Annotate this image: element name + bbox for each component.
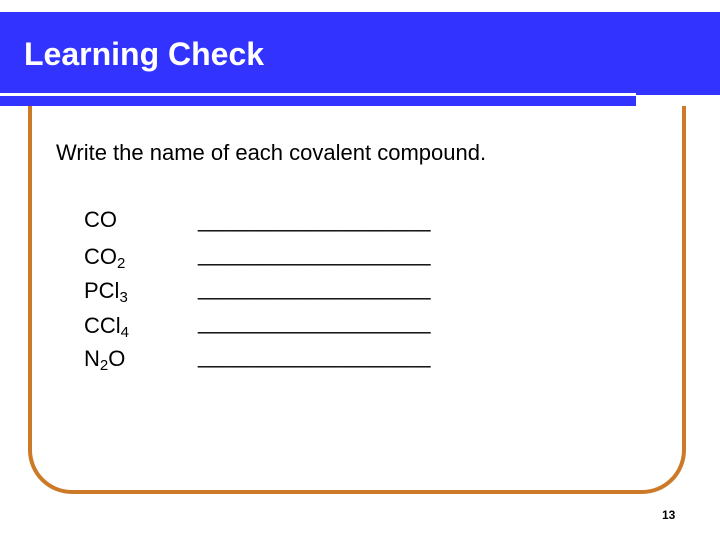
compound-formula: $N_2O$ bbox=[84, 346, 126, 374]
answer-blank[interactable]: ___________________ bbox=[198, 309, 431, 334]
header-notch bbox=[636, 95, 720, 106]
answer-blank[interactable]: ___________________ bbox=[198, 241, 431, 266]
compound-formula: CO bbox=[84, 207, 117, 232]
compound-formula: PCl$_3$ bbox=[84, 278, 128, 306]
answer-blank[interactable]: ___________________ bbox=[198, 343, 431, 368]
compound-formula: $CO_2$ bbox=[84, 244, 126, 272]
slide-title: Learning Check bbox=[24, 36, 265, 72]
answer-blank[interactable]: ___________________ bbox=[198, 207, 431, 232]
page-number: 13 bbox=[662, 508, 676, 522]
instruction-text: Write the name of each covalent compound. bbox=[56, 140, 487, 165]
header-divider bbox=[0, 93, 636, 96]
compound-formula: CCl$_4$ bbox=[84, 313, 130, 341]
answer-blank[interactable]: ___________________ bbox=[198, 275, 431, 300]
